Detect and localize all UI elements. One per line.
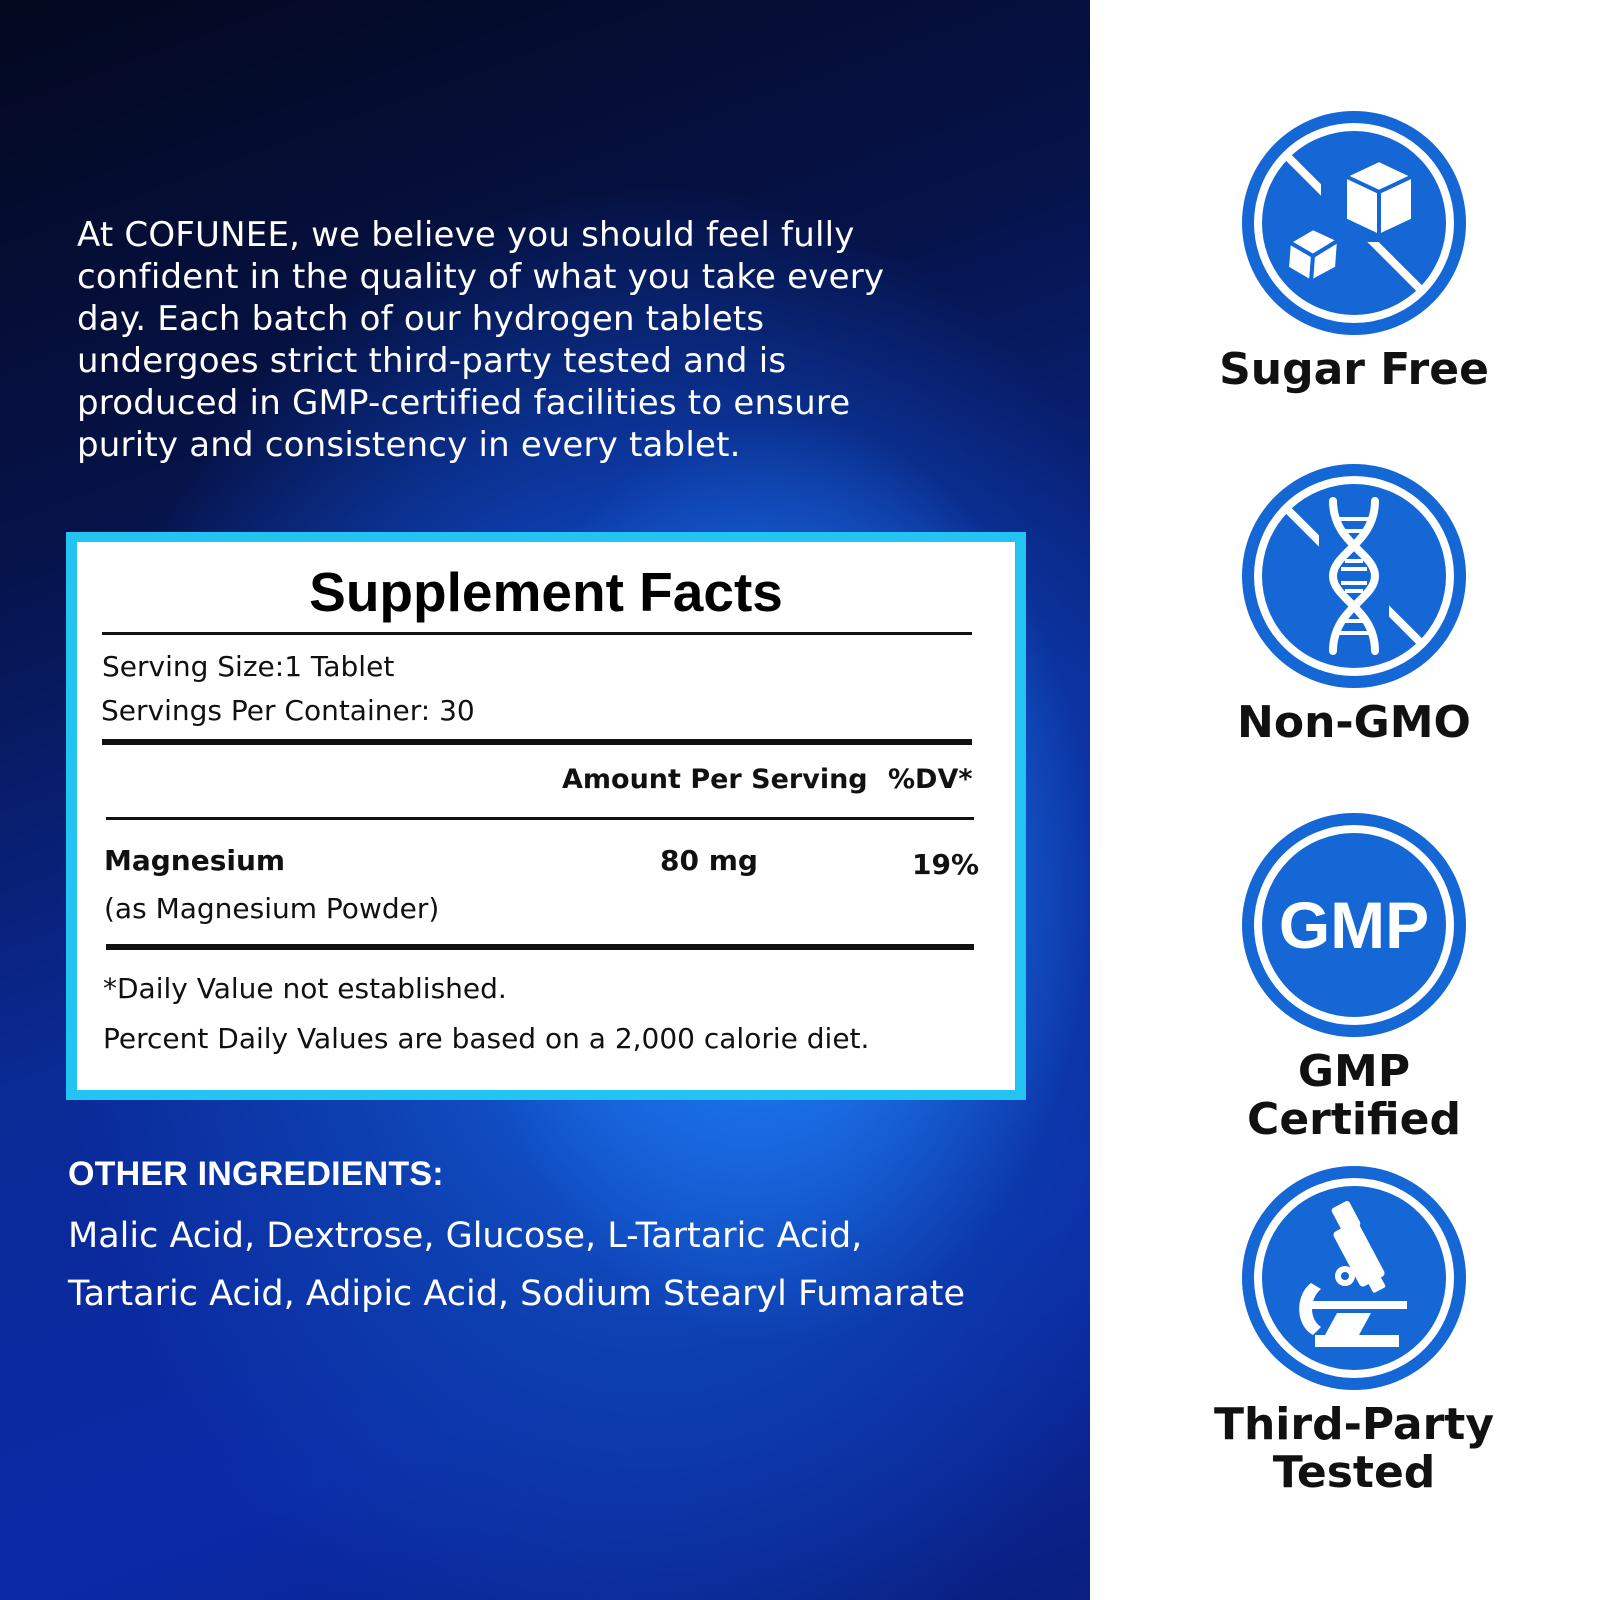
badge-label-gmp-certified: GMP Certified [1247, 1046, 1461, 1145]
badge-non-gmo [1196, 463, 1512, 747]
header-amount-per-serving: Amount Per Serving [562, 764, 868, 795]
gmp-icon-text: GMP [1278, 888, 1430, 962]
servings-per-container: Servings Per Container: 30 [101, 694, 475, 727]
badge-gmp-certified [1196, 812, 1512, 1144]
ingredient-amount: 80 mg [660, 844, 758, 877]
badge-third-party-tested [1196, 1165, 1512, 1497]
supplement-facts-frame [66, 532, 1026, 1100]
other-ingredients-list [68, 1207, 1068, 1323]
ingredient-source: (as Magnesium Powder) [104, 892, 440, 925]
badge-label-non-gmo: Non-GMO [1237, 697, 1471, 748]
badge-label-sugar-free: Sugar Free [1219, 344, 1489, 395]
microscope-icon [1241, 1165, 1467, 1391]
badge-label-line-1: Third-Party [1213, 1399, 1495, 1450]
gmp-icon [1241, 812, 1467, 1038]
footnote-calorie-diet: Percent Daily Values are based on a 2,000 calorie diet. [103, 1022, 870, 1055]
no-dna-icon [1241, 463, 1467, 689]
ingredient-name: Magnesium [104, 844, 286, 877]
supplement-facts-title: Supplement Facts [309, 561, 783, 623]
divider [102, 739, 972, 745]
intro-paragraph: At COFUNEE, we believe you should feel fully confident in the quality of what you take every day. Each batch of our hydrogen tablets undergoes strict third-party tested and is produced in GMP-certified facilities to ensure purity and consistency in every tablet. [77, 215, 885, 465]
divider [106, 817, 974, 820]
serving-size: Serving Size:1 Tablet [102, 650, 395, 683]
badge-label-third-party-tested [1196, 1401, 1512, 1497]
footnote-daily-value: *Daily Value not established. [103, 972, 507, 1005]
divider [102, 632, 972, 635]
other-ingredients-line-2: Tartaric Acid, Adipic Acid, Sodium Stearyl Fumarate [68, 1274, 966, 1314]
other-ingredients-line-1: Malic Acid, Dextrose, Glucose, L-Tartaric Acid, [68, 1216, 863, 1256]
divider [106, 944, 974, 950]
no-sugar-cubes-icon [1241, 110, 1467, 336]
badge-sugar-free [1196, 110, 1512, 394]
supplement-facts-panel [77, 542, 1015, 1090]
other-ingredients-title: OTHER INGREDIENTS: [68, 1155, 444, 1193]
ingredient-dv: 19% [912, 848, 980, 881]
badge-label-line-2: Tested [1272, 1447, 1436, 1498]
header-daily-value: %DV* [888, 764, 973, 795]
